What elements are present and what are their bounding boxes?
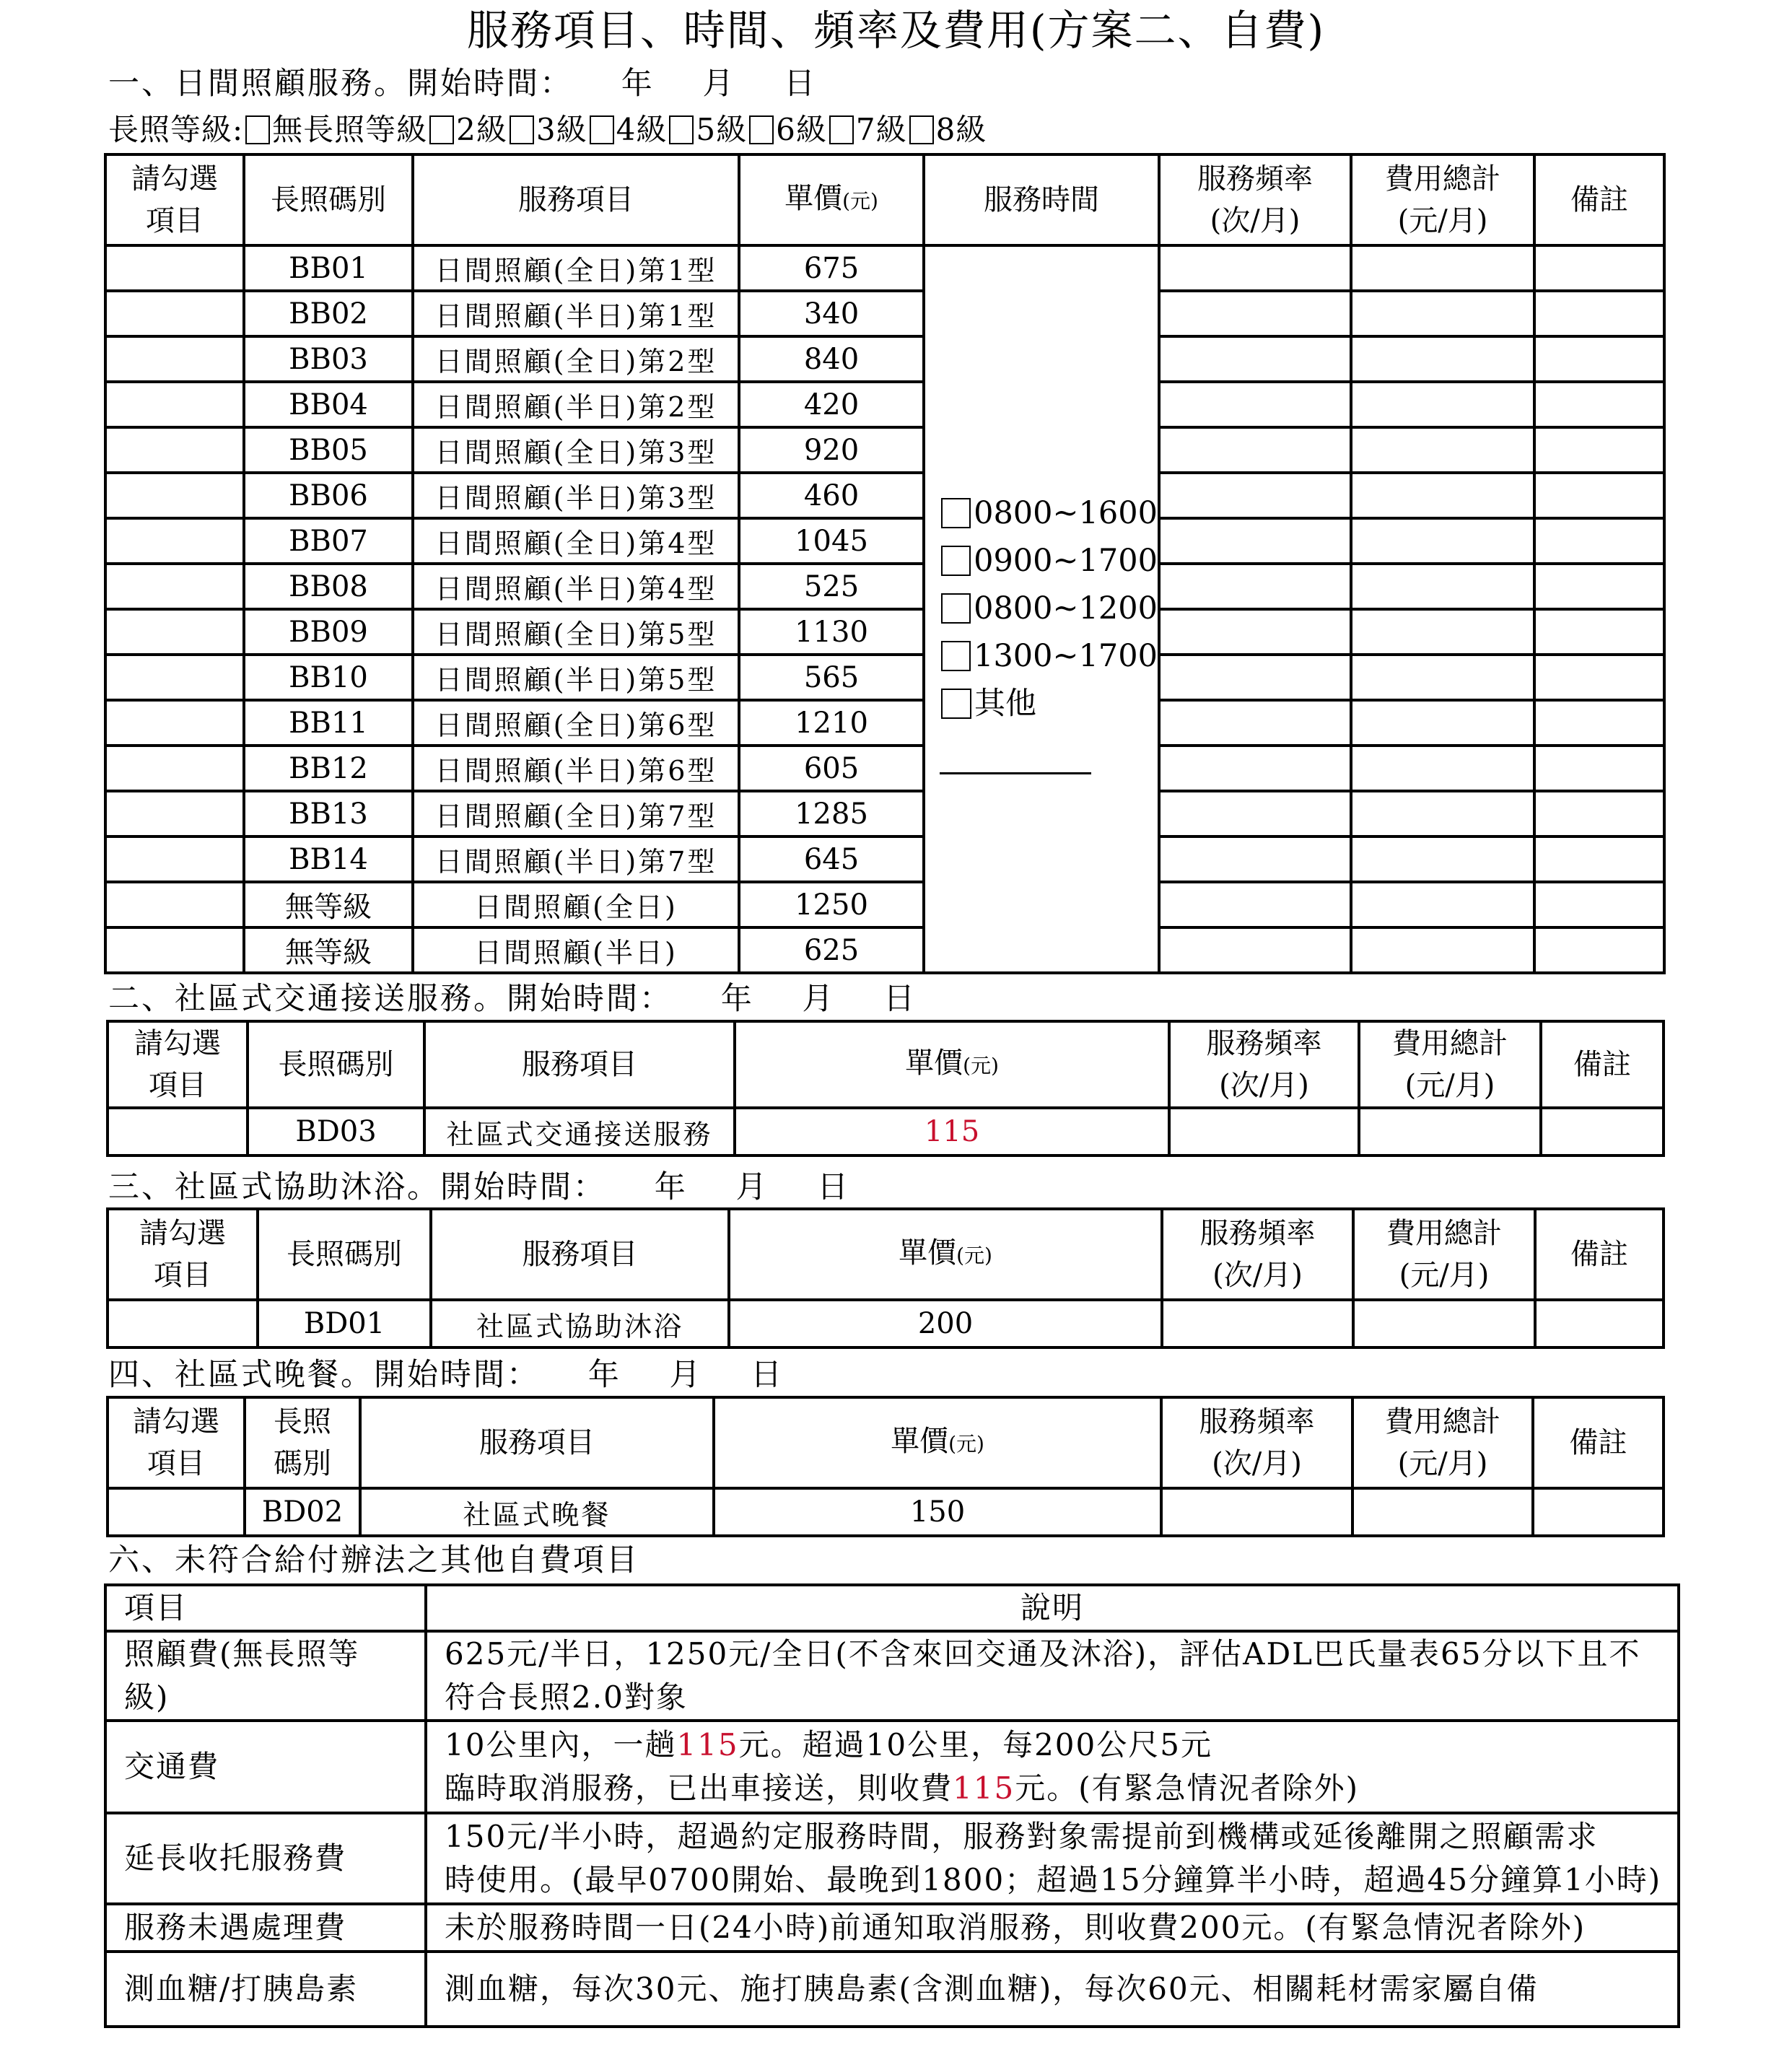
table-row	[105, 1952, 1679, 2027]
date-day-label: 日	[883, 981, 917, 1017]
select-cell[interactable]	[105, 927, 244, 973]
section4-heading-text: 四、社區式晚餐。開始時間：	[108, 1357, 540, 1393]
table-row	[105, 927, 1664, 973]
frequency-cell[interactable]	[1161, 1488, 1352, 1536]
grade-option-label: 7級	[855, 112, 907, 147]
header-item: 項目	[105, 1585, 426, 1631]
service-cell: 日間照顧(全日)第3型	[413, 427, 739, 473]
total-cell[interactable]	[1351, 473, 1534, 518]
total-cell[interactable]	[1351, 655, 1534, 700]
table-row	[105, 836, 1664, 882]
description-cell: 10公里內，一趟115元。超過10公里，每200公尺5元 臨時取消服務，已出車接送，則收費115元。(有緊急情況者除外)	[426, 1721, 1679, 1813]
code-cell: BB13	[244, 791, 413, 836]
header-note: 備註	[1533, 1397, 1664, 1488]
frequency-cell[interactable]	[1159, 700, 1351, 746]
frequency-cell[interactable]	[1159, 473, 1351, 518]
grade-option-label: 無長照等級	[272, 112, 428, 147]
service-cell: 日間照顧(全日)第4型	[413, 518, 739, 564]
header-select: 請勾選 項目	[105, 154, 244, 245]
grade-checkbox-4[interactable]	[590, 115, 614, 144]
select-cell[interactable]	[105, 473, 244, 518]
checkbox-icon[interactable]	[941, 689, 971, 719]
header-frequency: 服務頻率 (次/月)	[1161, 1397, 1352, 1488]
code-cell: BB05	[244, 427, 413, 473]
total-cell[interactable]	[1351, 245, 1534, 291]
transport-table	[106, 1020, 1665, 1157]
note-cell[interactable]	[1541, 1108, 1664, 1155]
header-frequency: 服務頻率 (次/月)	[1159, 154, 1351, 245]
table-row	[105, 518, 1664, 564]
header-frequency: 服務頻率 (次/月)	[1169, 1021, 1359, 1108]
table-row	[105, 245, 1664, 291]
total-cell[interactable]	[1359, 1108, 1541, 1155]
service-cell: 日間照顧(半日)	[413, 927, 739, 973]
note-cell[interactable]	[1534, 609, 1664, 655]
code-cell: BB14	[244, 836, 413, 882]
price-cell: 150	[714, 1488, 1161, 1536]
total-cell[interactable]	[1351, 609, 1534, 655]
frequency-cell[interactable]	[1159, 518, 1351, 564]
table-row	[105, 882, 1664, 927]
price-cell: 340	[739, 291, 924, 336]
select-cell[interactable]	[105, 609, 244, 655]
select-cell[interactable]	[105, 382, 244, 427]
service-cell: 社區式晚餐	[360, 1488, 714, 1536]
total-cell[interactable]	[1351, 518, 1534, 564]
checkbox-icon[interactable]	[941, 641, 971, 671]
select-cell[interactable]	[105, 655, 244, 700]
header-select: 請勾選 項目	[108, 1021, 248, 1108]
code-cell: BB07	[244, 518, 413, 564]
grade-checkbox-5[interactable]	[669, 115, 694, 144]
date-day-label: 日	[817, 1169, 851, 1205]
checkbox-icon[interactable]	[941, 498, 971, 528]
note-cell[interactable]	[1534, 655, 1664, 700]
code-cell: 無等級	[244, 882, 413, 927]
select-cell[interactable]	[105, 700, 244, 746]
total-cell[interactable]	[1352, 1488, 1533, 1536]
select-cell[interactable]	[105, 564, 244, 609]
code-cell: BB06	[244, 473, 413, 518]
total-cell[interactable]	[1353, 1300, 1535, 1347]
table-row	[105, 791, 1664, 836]
code-cell: BB04	[244, 382, 413, 427]
service-cell: 日間照顧(半日)第1型	[413, 291, 739, 336]
total-cell[interactable]	[1351, 382, 1534, 427]
code-cell: 無等級	[244, 927, 413, 973]
price-cell: 525	[739, 564, 924, 609]
total-cell[interactable]	[1351, 791, 1534, 836]
time-option-label: 0800~1600	[974, 495, 1158, 531]
item-cell: 照顧費(無長照等 級)	[105, 1631, 426, 1721]
header-select: 請勾選 項目	[108, 1397, 245, 1488]
section6-heading: 六、未符合給付辦法之其他自費項目	[108, 1542, 639, 1578]
frequency-cell[interactable]	[1159, 291, 1351, 336]
frequency-cell[interactable]	[1159, 655, 1351, 700]
date-month-label: 月	[702, 66, 736, 102]
section1-heading-text: 一、日間照顧服務。開始時間：	[108, 66, 573, 102]
item-cell: 交通費	[105, 1721, 426, 1813]
description-cell: 150元/半小時，超過約定服務時間，服務對象需提前到機構或延後離開之照顧需求 時使用。(最早0700開始、最晚到1800；超過15分鐘算半小時，超過45分鐘算1小時)	[426, 1813, 1679, 1904]
frequency-cell[interactable]	[1159, 382, 1351, 427]
table-row	[105, 291, 1664, 336]
table-row	[105, 564, 1664, 609]
note-cell[interactable]	[1534, 927, 1664, 973]
frequency-cell[interactable]	[1159, 564, 1351, 609]
bathing-table	[106, 1207, 1665, 1349]
time-option-label: 0900~1700	[974, 543, 1158, 579]
header-code: 長照碼別	[248, 1021, 424, 1108]
total-cell[interactable]	[1351, 882, 1534, 927]
note-cell[interactable]	[1534, 245, 1664, 291]
grade-option-label: 6級	[776, 112, 827, 147]
time-option-label: 其他	[974, 686, 1036, 722]
frequency-cell[interactable]	[1159, 609, 1351, 655]
service-cell: 日間照顧(全日)第6型	[413, 700, 739, 746]
frequency-cell[interactable]	[1159, 245, 1351, 291]
header-total: 費用總計 (元/月)	[1351, 154, 1534, 245]
total-cell[interactable]	[1351, 700, 1534, 746]
day-care-table	[104, 153, 1666, 974]
dinner-table	[106, 1396, 1665, 1537]
frequency-cell[interactable]	[1162, 1300, 1353, 1347]
date-month-label: 月	[735, 1169, 769, 1205]
service-cell: 日間照顧(半日)第4型	[413, 564, 739, 609]
service-cell: 日間照顧(半日)第3型	[413, 473, 739, 518]
table-row	[108, 1300, 1664, 1347]
frequency-cell[interactable]	[1159, 746, 1351, 791]
service-cell: 日間照顧(全日)第2型	[413, 336, 739, 382]
section3-heading	[108, 1167, 850, 1207]
other-time-input-line[interactable]	[940, 772, 1091, 774]
service-cell: 日間照顧(全日)第1型	[413, 245, 739, 291]
table-row	[105, 427, 1664, 473]
grade-option-label: 3級	[536, 112, 587, 147]
grade-option-label: 8級	[935, 112, 987, 147]
service-cell: 日間照顧(全日)	[413, 882, 739, 927]
table-row	[105, 609, 1664, 655]
select-cell[interactable]	[105, 427, 244, 473]
select-cell[interactable]	[108, 1488, 245, 1536]
code-cell: BD03	[248, 1108, 424, 1155]
total-cell[interactable]	[1351, 746, 1534, 791]
service-cell: 社區式協助沐浴	[431, 1300, 729, 1347]
code-cell: BB08	[244, 564, 413, 609]
note-cell[interactable]	[1534, 564, 1664, 609]
total-cell[interactable]	[1351, 336, 1534, 382]
note-cell[interactable]	[1534, 882, 1664, 927]
service-cell: 社區式交通接送服務	[424, 1108, 735, 1155]
frequency-cell[interactable]	[1159, 927, 1351, 973]
date-year-label: 年	[587, 1357, 621, 1393]
note-cell[interactable]	[1534, 746, 1664, 791]
code-cell: BB09	[244, 609, 413, 655]
table-row	[105, 382, 1664, 427]
price-cell: 460	[739, 473, 924, 518]
table-row	[105, 655, 1664, 700]
section2-heading-text: 二、社區式交通接送服務。開始時間：	[108, 981, 673, 1017]
header-service: 服務項目	[431, 1209, 729, 1300]
item-cell: 延長收托服務費	[105, 1813, 426, 1904]
grade-option-label: 5級	[696, 112, 748, 147]
header-code: 長照碼別	[258, 1209, 431, 1300]
frequency-cell[interactable]	[1159, 791, 1351, 836]
price-cell: 115	[735, 1108, 1169, 1155]
checkbox-icon[interactable]	[941, 546, 971, 576]
select-cell[interactable]	[105, 291, 244, 336]
grade-option-label: 2級	[456, 112, 507, 147]
price-cell: 920	[739, 427, 924, 473]
service-cell: 日間照顧(半日)第7型	[413, 836, 739, 882]
price-cell: 675	[739, 245, 924, 291]
frequency-cell[interactable]	[1159, 427, 1351, 473]
select-cell[interactable]	[105, 245, 244, 291]
time-option-label: 1300~1700	[974, 638, 1158, 674]
header-note: 備註	[1535, 1209, 1664, 1300]
grade-checkbox-2[interactable]	[429, 115, 454, 144]
select-cell[interactable]	[105, 518, 244, 564]
checkbox-icon[interactable]	[941, 593, 971, 624]
price-cell: 840	[739, 336, 924, 382]
price-cell: 200	[729, 1300, 1162, 1347]
frequency-cell[interactable]	[1169, 1108, 1359, 1155]
price-cell: 1130	[739, 609, 924, 655]
price-cell: 1045	[739, 518, 924, 564]
price-cell: 605	[739, 746, 924, 791]
date-year-label: 年	[654, 1169, 688, 1205]
other-fees-table	[104, 1583, 1680, 2028]
header-price: 單價(元)	[714, 1397, 1161, 1488]
grade-checkbox-8[interactable]	[909, 115, 934, 144]
grade-checkbox-7[interactable]	[829, 115, 854, 144]
table-row	[105, 700, 1664, 746]
table-row	[105, 1813, 1679, 1904]
date-year-label: 年	[720, 981, 754, 1017]
service-cell: 日間照顧(半日)第5型	[413, 655, 739, 700]
note-cell[interactable]	[1534, 336, 1664, 382]
section2-heading	[108, 979, 917, 1019]
price-cell: 420	[739, 382, 924, 427]
header-frequency: 服務頻率 (次/月)	[1162, 1209, 1353, 1300]
header-code: 長照碼別	[244, 154, 413, 245]
header-price: 單價(元)	[729, 1209, 1162, 1300]
header-total: 費用總計 (元/月)	[1352, 1397, 1533, 1488]
service-time-cell	[924, 245, 1159, 973]
time-option[interactable]	[941, 537, 1158, 585]
description-cell: 測血糖，每次30元、施打胰島素(含測血糖)，每次60元、相關耗材需家屬自備	[426, 1952, 1679, 2027]
table-header-row	[108, 1021, 1664, 1108]
description-cell: 625元/半日，1250元/全日(不含來回交通及沐浴)，評估ADL巴氏量表65分以下且不 符合長照2.0對象	[426, 1631, 1679, 1721]
header-service: 服務項目	[360, 1397, 714, 1488]
price-cell: 565	[739, 655, 924, 700]
service-cell: 日間照顧(全日)第5型	[413, 609, 739, 655]
code-cell: BB11	[244, 700, 413, 746]
table-header-row	[108, 1397, 1664, 1488]
time-option[interactable]	[941, 680, 1158, 728]
code-cell: BB01	[244, 245, 413, 291]
grade-selector	[108, 110, 987, 150]
frequency-cell[interactable]	[1159, 882, 1351, 927]
date-month-label: 月	[802, 981, 836, 1017]
description-cell: 未於服務時間一日(24小時)前通知取消服務，則收費200元。(有緊急情況者除外)	[426, 1904, 1679, 1952]
select-cell[interactable]	[105, 882, 244, 927]
date-month-label: 月	[669, 1357, 703, 1393]
page-title: 服務項目、時間、頻率及費用(方案二、自費)	[466, 6, 1326, 55]
header-code: 長照 碼別	[245, 1397, 360, 1488]
select-cell[interactable]	[108, 1108, 248, 1155]
item-cell: 服務未遇處理費	[105, 1904, 426, 1952]
header-total: 費用總計 (元/月)	[1359, 1021, 1541, 1108]
table-row	[105, 746, 1664, 791]
code-cell: BD02	[245, 1488, 360, 1536]
section3-heading-text: 三、社區式協助沐浴。開始時間：	[108, 1169, 606, 1205]
header-note: 備註	[1541, 1021, 1664, 1108]
table-row	[105, 1631, 1679, 1721]
header-service: 服務項目	[424, 1021, 735, 1108]
item-cell: 測血糖/打胰島素	[105, 1952, 426, 2027]
note-cell[interactable]	[1534, 791, 1664, 836]
total-cell[interactable]	[1351, 836, 1534, 882]
select-cell[interactable]	[105, 836, 244, 882]
total-cell[interactable]	[1351, 427, 1534, 473]
table-row	[105, 473, 1664, 518]
note-cell[interactable]	[1534, 473, 1664, 518]
note-cell[interactable]	[1534, 700, 1664, 746]
code-cell: BD01	[258, 1300, 431, 1347]
table-row	[105, 1904, 1679, 1952]
service-cell: 日間照顧(半日)第2型	[413, 382, 739, 427]
table-row	[105, 1721, 1679, 1813]
table-header-row	[105, 1585, 1679, 1631]
code-cell: BB02	[244, 291, 413, 336]
header-description: 說明	[426, 1585, 1679, 1631]
note-cell[interactable]	[1534, 382, 1664, 427]
frequency-cell[interactable]	[1159, 836, 1351, 882]
note-cell[interactable]	[1535, 1300, 1664, 1347]
header-select: 請勾選 項目	[108, 1209, 258, 1300]
section1-heading	[108, 64, 817, 104]
service-cell: 日間照顧(全日)第7型	[413, 791, 739, 836]
note-cell[interactable]	[1534, 836, 1664, 882]
service-cell: 日間照顧(半日)第6型	[413, 746, 739, 791]
total-cell[interactable]	[1351, 291, 1534, 336]
price-cell: 625	[739, 927, 924, 973]
price-cell: 645	[739, 836, 924, 882]
date-day-label: 日	[784, 66, 818, 102]
price-cell: 1285	[739, 791, 924, 836]
time-option[interactable]	[941, 489, 1158, 537]
grade-checkbox-none[interactable]	[245, 115, 270, 144]
grade-label: 長照等級:	[108, 112, 244, 147]
code-cell: BB03	[244, 336, 413, 382]
note-cell[interactable]	[1533, 1488, 1664, 1536]
grade-option-label: 4級	[616, 112, 668, 147]
table-header-row	[105, 154, 1664, 245]
note-cell[interactable]	[1534, 291, 1664, 336]
select-cell[interactable]	[105, 791, 244, 836]
code-cell: BB12	[244, 746, 413, 791]
header-time: 服務時間	[924, 154, 1159, 245]
select-cell[interactable]	[105, 336, 244, 382]
note-cell[interactable]	[1534, 427, 1664, 473]
date-day-label: 日	[751, 1357, 784, 1393]
header-price: 單價(元)	[739, 154, 924, 245]
time-option-label: 0800~1200	[974, 590, 1158, 626]
header-service: 服務項目	[413, 154, 739, 245]
price-cell: 1250	[739, 882, 924, 927]
table-row	[108, 1108, 1664, 1155]
select-cell[interactable]	[105, 746, 244, 791]
total-cell[interactable]	[1351, 927, 1534, 973]
grade-checkbox-6[interactable]	[749, 115, 774, 144]
section4-heading	[108, 1355, 784, 1395]
code-cell: BB10	[244, 655, 413, 700]
table-row	[108, 1488, 1664, 1536]
select-cell[interactable]	[108, 1300, 258, 1347]
header-total: 費用總計 (元/月)	[1353, 1209, 1535, 1300]
note-cell[interactable]	[1534, 518, 1664, 564]
date-year-label: 年	[621, 66, 655, 102]
time-option[interactable]	[941, 632, 1158, 680]
table-row	[105, 336, 1664, 382]
table-header-row	[108, 1209, 1664, 1300]
frequency-cell[interactable]	[1159, 336, 1351, 382]
header-price: 單價(元)	[735, 1021, 1169, 1108]
price-cell: 1210	[739, 700, 924, 746]
time-option[interactable]	[941, 585, 1158, 632]
header-note: 備註	[1534, 154, 1664, 245]
grade-checkbox-3[interactable]	[510, 115, 534, 144]
total-cell[interactable]	[1351, 564, 1534, 609]
